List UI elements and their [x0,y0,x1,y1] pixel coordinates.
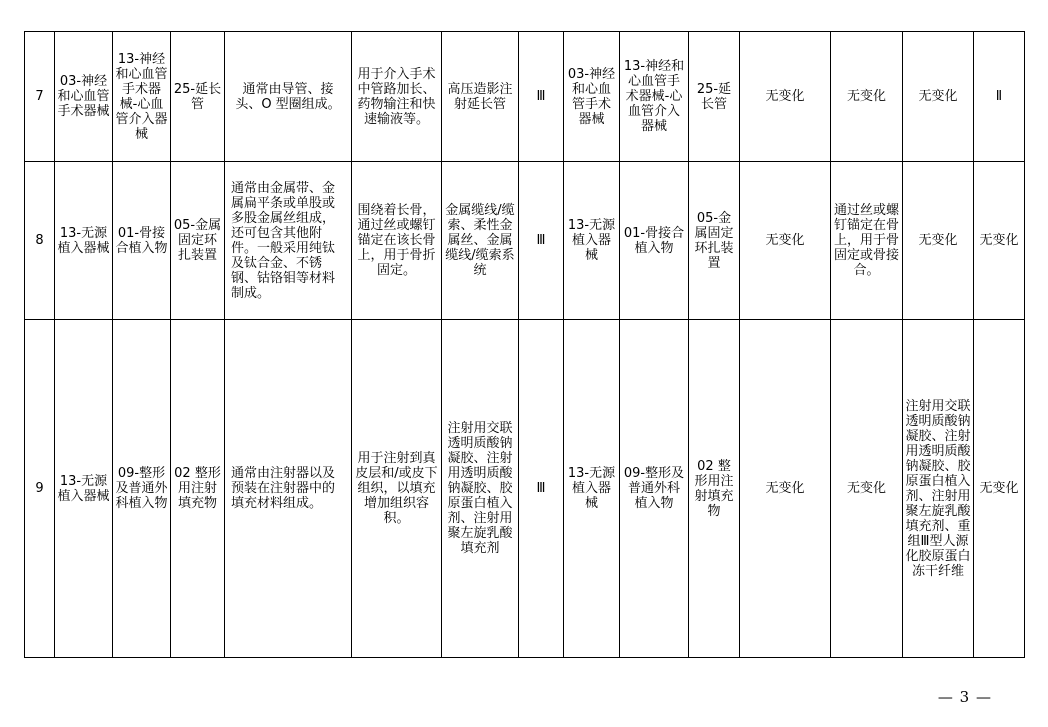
new-management-class-cell: Ⅱ [974,32,1025,162]
table-row [25,320,1025,658]
new-product-examples-cell: 无变化 [903,162,974,320]
new-description-cell: 无变化 [740,162,831,320]
new-intended-use-cell: 通过丝或螺钉锚定在骨上，用于骨固定或骨接合。 [831,162,903,320]
product-name-examples-cell: 高压造影注射延长管 [442,32,519,162]
original-category-cell: 03-神经和心血管手术器械 [55,32,113,162]
new-category-cell: 13-无源植入器械 [564,162,620,320]
new-secondary-class-cell: 25-延长管 [689,32,740,162]
page-number: — 3 — [937,688,992,706]
row-number-cell: 7 [25,32,55,162]
product-name-examples-cell: 注射用交联透明质酸钠凝胶、注射用透明质酸钠凝胶、胶原蛋白植入剂、注射用聚左旋乳酸填充剂 [442,320,519,658]
intended-use-cell: 用于注射到真皮层和/或皮下组织，以填充增加组织容积。 [352,320,442,658]
new-intended-use-cell: 无变化 [831,320,903,658]
original-management-class-cell: Ⅲ [519,320,564,658]
product-description-cell: 通常由注射器以及预装在注射器中的填充材料组成。 [225,320,352,658]
new-secondary-class-cell: 05-金属固定环扎装置 [689,162,740,320]
new-intended-use-cell: 无变化 [831,32,903,162]
product-description-cell: 通常由导管、接头、O 型圈组成。 [225,32,352,162]
new-management-class-cell: 无变化 [974,320,1025,658]
new-product-examples-cell: 注射用交联透明质酸钠凝胶、注射用透明质酸钠凝胶、胶原蛋白植入剂、注射用聚左旋乳酸填充剂、重组Ⅲ型人源化胶原蛋白冻干纤维 [903,320,974,658]
new-secondary-class-cell: 02 整形用注射填充物 [689,320,740,658]
original-category-cell: 13-无源植入器械 [55,162,113,320]
row-number-cell: 8 [25,162,55,320]
product-name-examples-cell: 金属缆线/缆索、柔性金属丝、金属缆线/缆索系统 [442,162,519,320]
row-number-cell: 9 [25,320,55,658]
intended-use-cell: 围绕着长骨，通过丝或螺钉锚定在该长骨上，用于骨折固定。 [352,162,442,320]
device-catalog-table [24,31,1025,658]
original-management-class-cell: Ⅲ [519,162,564,320]
new-primary-class-cell: 01-骨接合植入物 [620,162,689,320]
new-description-cell: 无变化 [740,320,831,658]
new-product-examples-cell: 无变化 [903,32,974,162]
product-description-cell: 通常由金属带、金属扁平条或单股或多股金属丝组成，还可包含其他附件。一般采用纯钛及钛合金、不锈钢、钴铬钼等材料制成。 [225,162,352,320]
new-primary-class-cell: 09-整形及普通外科植入物 [620,320,689,658]
new-category-cell: 13-无源植入器械 [564,320,620,658]
original-secondary-class-cell: 25-延长管 [171,32,225,162]
table-row [25,32,1025,162]
new-description-cell: 无变化 [740,32,831,162]
new-primary-class-cell: 13-神经和心血管手术器械-心血管介入器械 [620,32,689,162]
new-management-class-cell: 无变化 [974,162,1025,320]
new-category-cell: 03-神经和心血管手术器械 [564,32,620,162]
original-management-class-cell: Ⅲ [519,32,564,162]
original-primary-class-cell: 09-整形及普通外科植入物 [113,320,171,658]
original-secondary-class-cell: 02 整形用注射填充物 [171,320,225,658]
original-secondary-class-cell: 05-金属固定环扎装置 [171,162,225,320]
intended-use-cell: 用于介入手术中管路加长、药物输注和快速输液等。 [352,32,442,162]
original-primary-class-cell: 13-神经和心血管手术器械-心血管介入器械 [113,32,171,162]
original-category-cell: 13-无源植入器械 [55,320,113,658]
table-row [25,162,1025,320]
original-primary-class-cell: 01-骨接合植入物 [113,162,171,320]
